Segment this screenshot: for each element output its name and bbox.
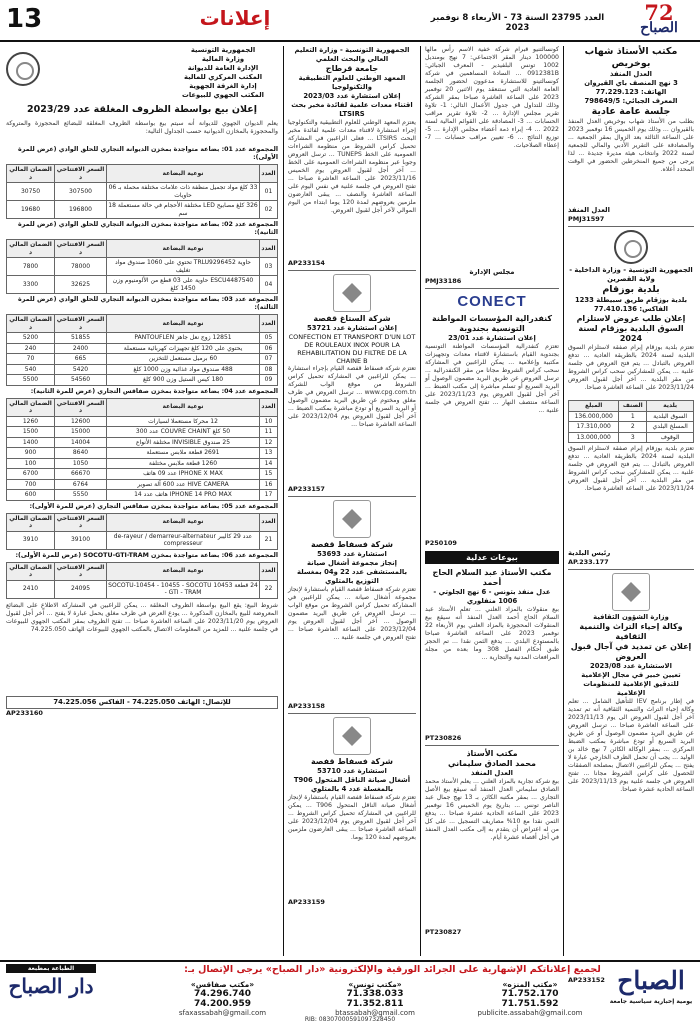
table-cell: 50 كلغ COUVRE CHAINT عدد 300 [107, 427, 260, 438]
customs-header-text [168, 46, 278, 100]
table-cell: 13 [260, 448, 278, 459]
ad-title: مكتب الأستاذ [466, 749, 518, 758]
ad-title: بلدية بوزقام [602, 284, 660, 295]
ad-separator [288, 270, 416, 271]
table-header: المبلغ [569, 401, 619, 412]
group-heading: المجموعة عدد 03: بضاعة متواجدة بمخزن الديوانة التجاري للحلق الوادي (عرض للمرة الثالثة): [17, 296, 278, 311]
table-row [7, 479, 278, 490]
ad-line: الاستشارة عدد 2023/08 [590, 662, 672, 670]
table-cell: 11 [260, 427, 278, 438]
table-row [7, 458, 278, 469]
table-cell: السوق البلدية [647, 411, 694, 422]
footer-logo-dar-assabah [6, 964, 96, 1024]
logo-tag: الطباعة بمطبعة [6, 964, 96, 973]
column-divider [563, 46, 564, 956]
customs-intro: يعلم الديوان الجهوي للديوانة أنه سيتم بيع بواسطة الظروف المغلقة للبضائع المحجوزة والمتروكة والمحجوزة بالمخازن الديوانية حسب الجداول التالية: [6, 120, 278, 135]
table-header: الصنف [619, 401, 647, 412]
ad-body: تعتزم شركة فسفاط قفصة القيام باستشارة لإنجاز أشغال صيانة الناقل المتحول T906 ... يمكن للراغبين في المشاركة تحميل كراس الشروط ... آخر أجل لقبول العروض يوم 2023/12/04 على الساعة العاشرة صباحا ... يبقى العارضون ملزمين بعروضهم لمدة 120 يوما. [288, 794, 417, 841]
ad-ref: PT230827 [425, 928, 462, 936]
header-line: الجمهورية التونسية [190, 46, 256, 54]
group-heading: المجموعة عدد 01: بضاعة متواجدة بمخزن الديوانة التجاري للحلق الوادي (عرض للمرة الأولى): [17, 146, 278, 161]
office-name: «مكتب تونس» [348, 980, 402, 989]
table-cell: 05 [260, 333, 278, 344]
conect-logo-text: CONECT [457, 293, 527, 310]
table-header: السعر الافتتاحي د [55, 513, 107, 531]
lots-table-g3 [6, 314, 278, 386]
table-header: العدد [260, 240, 278, 258]
masthead-name: الصباح [640, 20, 678, 36]
ad-title: مكتب الأستاذ شهاب بوخريص [584, 46, 678, 69]
office-phone: 74.200.959 [194, 999, 251, 1009]
ad-header: الجمهورية التونسية - وزارة الداخلية - ولاية القصرين [569, 266, 693, 283]
table-cell: 25 صندوق INVISIBLE مختلفة الأنواع [107, 437, 260, 448]
table-cell: 3 [619, 432, 647, 443]
table-cell: 14004 [55, 437, 107, 448]
table-cell: 13.000,000 [569, 432, 619, 443]
table-cell: 08 [260, 364, 278, 375]
table-cell: 1260 قطعة ملابس مختلفة [107, 458, 260, 469]
header-line: المكتب الجهوي للبيوعات [181, 91, 264, 99]
table-cell: يحتوي على 120 كلغ تجهيزات كهربائية مستعملة [107, 343, 260, 354]
table-cell: 12600 [55, 416, 107, 427]
ad-subtitle: استشارة عدد 53710 [317, 767, 387, 775]
office-phone: 74.296.740 [194, 989, 251, 999]
table-row [7, 427, 278, 438]
table-cell: 2400 [55, 343, 107, 354]
office-phone: 71.752.170 [501, 989, 559, 999]
table-cell: 21 [260, 531, 278, 549]
office-phone: 71.352.811 [346, 999, 404, 1009]
table-cell: IPHONE X MAX عدد 09 هاتف [107, 469, 260, 480]
table-cell: 1050 [55, 458, 107, 469]
header-line: وزارة المالية [201, 55, 245, 63]
table-cell: 240 [7, 343, 55, 354]
column-4 [6, 46, 278, 956]
masthead-logo [624, 0, 694, 37]
table-cell: 5500 [7, 375, 55, 386]
table-cell: الوقوف [647, 432, 694, 443]
table-row [7, 343, 278, 354]
table-cell: 51855 [55, 333, 107, 344]
table-cell: 7800 [7, 258, 55, 276]
column-divider [420, 46, 421, 956]
table-row [7, 375, 278, 386]
table-cell: 540 [7, 364, 55, 375]
ad-title: شركة فسفاط قفصة [310, 540, 394, 549]
table-cell: 39100 [55, 531, 107, 549]
office-phone: 71.751.592 [501, 999, 559, 1009]
table-cell: 07 [260, 354, 278, 365]
table-header: العدد [260, 165, 278, 183]
issue-line: العدد 23795 السنة 73 - الأربعاء 8 نوفمبر 2023 [430, 13, 605, 33]
lots-table-g5 [6, 513, 278, 550]
table-row [7, 580, 278, 598]
ad-line: بلدية بوزقام طريق سبيطلة 1233 [574, 296, 688, 304]
table-header: السعر الافتتاحي د [55, 398, 107, 416]
ad-ref: AP233160 [6, 708, 43, 717]
ad-body: بيع منقولات بالمزاد العلني ... تعلم الأستاذ عبد السلام الحاج أحمد العدل المنفذ أنه سيقع بيع المنقولات المحجوزة بالمزاد العلني يوم الأربعاء 22 نوفمبر 2023 على الساعة العاشرة صباحا بالمستودع البلدي ... يدفع الثمن نقدا ... تم الحجز طبق أحكام الفصل 308 وما بعده من مجلة المرافعات المدنية والتجارية ... [425, 606, 559, 661]
table-row [7, 416, 278, 427]
group-heading: المجموعة عدد 04: بضاعة متواجدة بمخزن صفاقس التجاري (عرض للمرة الثانية): [30, 387, 278, 395]
lots-table-g2 [6, 239, 278, 294]
table-header: الضمان المالي د [7, 398, 55, 416]
footer-band: لجميع إعلاناتكم الإشهارية على الجرائد الورقية والإلكترونية «دار الصباح» يرجى الإتصال بـ: [184, 964, 601, 975]
table-cell: 6700 [7, 469, 55, 480]
table-row [7, 333, 278, 344]
ad-separator [425, 745, 559, 746]
ad-subtitle: اقتناء معدات علمية لفائدة مخبر بحث LTSIRS [291, 101, 413, 118]
table-cell: 600 [7, 490, 55, 501]
cpg-logo-icon [333, 274, 371, 312]
table-header: السعر الافتتاحي د [55, 240, 107, 258]
table-cell: 1260 [7, 416, 55, 427]
table-cell: عدد 29 كاليبر de-rayeur / demarreur-alternateur compresseur [107, 531, 260, 549]
table-cell: 15 [260, 469, 278, 480]
table-cell: 02 [260, 201, 278, 219]
footer-rib: RIB: 08307000591097328450 [304, 1016, 396, 1023]
table-cell: 24095 [55, 580, 107, 598]
table-cell: 06 [260, 343, 278, 354]
customs-header [6, 46, 278, 100]
cpg-logo-icon [333, 717, 371, 755]
ad-subtitle: إعلان طلب عروض لاستلزام السوق البلدية بوزقام لسنة 2024 [576, 314, 686, 343]
table-cell: 09 [260, 375, 278, 386]
table-cell: 3300 [7, 276, 55, 294]
ad-body: تعتزم شركة فسفاط قفصة القيام بإجراء استشارة ... يمكن للراغبين في المشاركة تحميل كراس الشروط من موقع الواب للشركة www.cpg.com.tn ... ترسل العروض في ظرف مغلق ومختوم عن طريق البريد مضمون الوصول أو البريد السريع أو تودع مباشرة بمكتب الضبط ... آخر أجل لقبول العروض يوم 2023/12/04 على الساعة العاشرة صباحا ... [288, 365, 416, 428]
table-cell: ESCU4487540 حاوية على 03 قطع من الألومنيوم وزن 1450 كلغ [107, 276, 260, 294]
office-email[interactable]: btassabah@gmail.com [335, 1009, 415, 1017]
conect-logo [425, 293, 559, 310]
culture-ministry-logo-icon [612, 573, 650, 611]
table-cell: 15000 [55, 427, 107, 438]
masthead-number: 72 [644, 0, 674, 25]
ad-ref: PMJ33186 [425, 277, 462, 285]
table-cell: حاوية TRLU9296452 تحتوي على 1060 صندوق مواد تغليف [107, 258, 260, 276]
office-email[interactable]: publicite.assabah@gmail.com [477, 1009, 583, 1017]
table-cell: 19680 [7, 201, 55, 219]
table-cell: 180 كيس الستيل وزن 900 كلغ [107, 375, 260, 386]
table-cell: 66670 [55, 469, 107, 480]
table-row [7, 183, 278, 201]
table-cell: 32625 [55, 276, 107, 294]
table-cell: 60 برميل مستعمل للتخزين [107, 354, 260, 365]
table-header: الضمان المالي د [7, 165, 55, 183]
ad-table [568, 400, 694, 443]
table-cell: 33 كلغ مواد تجميل منظفة ذات علامات مختلفة محملة بـ 06 حاويات [107, 183, 260, 201]
column-2 [425, 46, 559, 956]
ad-line: الفاكس: 77.410.136 [594, 305, 668, 313]
republic-seal-icon [614, 230, 648, 264]
customs-ad-title: إعلان بيع بواسطة الظروف المغلقة عدد 2023/29 [27, 104, 257, 115]
ad-ref: PMJ31597 [568, 215, 605, 223]
table-header: الضمان المالي د [7, 315, 55, 333]
table-header: الضمان المالي د [7, 513, 55, 531]
table-cell: 1400 [7, 437, 55, 448]
ad-signature: مجلس الإدارة [469, 268, 515, 276]
ad-ref: AP233158 [288, 702, 325, 710]
customs-seal-icon [6, 52, 40, 86]
table-cell: 3910 [7, 531, 55, 549]
ad-subtitle: إعلان عن تمديد في آجال قبول العروض [570, 642, 692, 661]
table-header: نوعية البضاعة [107, 165, 260, 183]
ad-title: كنفدرالية المؤسسات المواطنة التونسية بجندوبة [431, 314, 553, 333]
ad-ref: AP233154 [288, 259, 325, 267]
ad-header: وزارة الشؤون الثقافية [593, 613, 669, 621]
table-header: العدد [260, 513, 278, 531]
ad-line: المعرف الجبائي: 798649/5 [584, 97, 678, 105]
table-cell: 5550 [55, 490, 107, 501]
ad-line: الهاتف: 77.229.123 [595, 88, 667, 96]
ad-subtitle: إنجاز مجموعة أشغال صيانة بالمستشفى عدد 22 و04 بمغسلة التوزيع بالمتلوي [296, 559, 408, 585]
header-rule [0, 40, 700, 42]
table-cell: 54560 [55, 375, 107, 386]
table-cell: 665 [55, 354, 107, 365]
office-name: «مكتب صفاقس» [190, 980, 255, 989]
table-cell: 12 [260, 437, 278, 448]
group-heading: المجموعة عدد 06: بضاعة متواجدة بمخزن SOCOTU-GTI-TRAM (عرض للمرة الأولى): [15, 551, 278, 559]
ad-subtitle-fr: CONFECTION ET TRANSPORT D'UN LOT DE ROULEAUX INOX POUR LA REHABILITATION DU FILTRE DE LA CHAINE B [288, 333, 416, 365]
table-cell: 8640 [55, 448, 107, 459]
ad-subtitle: عدل منفذ بتونس - 6 نهج الجلوتي - 1006 منفلوري [433, 588, 551, 605]
table-header: السعر الافتتاحي د [55, 562, 107, 580]
table-cell: 488 صندوق مواد غذائية وزن 1000 كلغ [107, 364, 260, 375]
table-header: العدد [260, 315, 278, 333]
office-phone: 71.338.033 [346, 989, 404, 999]
table-cell: 1500 [7, 427, 55, 438]
table-header: نوعية البضاعة [107, 398, 260, 416]
table-cell: 70 [7, 354, 55, 365]
table-cell: 03 [260, 258, 278, 276]
ad-ref: AP233152 [568, 976, 605, 984]
table-row [7, 201, 278, 219]
table-cell: 22 [260, 580, 278, 598]
ad-separator [568, 569, 694, 570]
header-line: المكتب المركزي للمالية [183, 73, 263, 81]
table-row [7, 437, 278, 448]
logo-name: الصباح [617, 966, 685, 995]
table-cell: 5420 [55, 364, 107, 375]
ad-title: شركة فسفاط قفصة [310, 757, 394, 766]
table-header: العدد [260, 562, 278, 580]
ad-title: مكتب الأستاذ عبد السلام الحاج أحمد [432, 568, 552, 587]
table-header: العدد [260, 398, 278, 416]
ad-subtitle: إعلان استشارة عدد 23/01 [448, 334, 536, 342]
footer-logo-assabah [608, 964, 694, 1024]
ad-line: 3 نهج المنصف باي القيروان [584, 79, 678, 87]
ad-ref: AP233159 [288, 898, 325, 906]
table-row [7, 490, 278, 501]
ad-ref: AP233157 [288, 485, 325, 493]
table-row [7, 276, 278, 294]
table-cell: 1 [619, 411, 647, 422]
ad-line: العدل المنفذ [471, 769, 513, 777]
ad-subtitle: إعلان استشارة عدد 2023/03 [303, 92, 401, 100]
column-3 [288, 46, 416, 956]
ad-ref: AP.233.177 [568, 558, 609, 566]
table-cell: 10 [260, 416, 278, 427]
header-line: الإدارة العامة للديوانة [187, 64, 259, 72]
table-cell: 30750 [7, 183, 55, 201]
table-cell: المسلخ البلدي [647, 422, 694, 433]
table-row [7, 354, 278, 365]
ad-title: شركة الستاغ قفصة [313, 314, 391, 323]
ad-subtitle: جلسة عامة عادية [591, 106, 671, 117]
ad-title: وكالة إحياء التراث والتنمية الثقافية [579, 622, 683, 641]
logo-name: دار الصباح [8, 974, 94, 998]
table-cell: 5200 [7, 333, 55, 344]
table-row [7, 448, 278, 459]
table-cell: 14 [260, 458, 278, 469]
ad-header: الجمهورية التونسية - وزارة التعليم العالي والبحث العلمي [294, 46, 410, 63]
ad-separator [288, 496, 416, 497]
office-email[interactable]: sfaxassabah@gmail.com [178, 1009, 267, 1017]
table-header: نوعية البضاعة [107, 562, 260, 580]
table-cell: IPHONE 14 PRO MAX هاتف عدد 14 [107, 490, 260, 501]
ad-body: في إطار برنامج IEV للتأهيل الشامل ... تعلم وكالة إحياء التراث والتنمية الثقافية أنه تم تمديد آخر أجل لقبول العروض الى يوم 2023/11/13 على الساعة العاشرة صباحا ... ترسل العروض عن طريق البريد مضمون الوصول أو عن طريق البريد السريع أو تودع مباشرة بمكتب الضبط المركزي ... بمقر الوكالة الكائن 7 نهج خالد بن الوليد ... يجب أن تحمل الظرف الخارجي عبارة لا يفتح ... يمكن للراغبين الاتصال بمصلحة الصفقات للحصول على كراس الشروط مجانا ... تفتح العروض في جلسة علنية يوم 2023/11/13 على الساعة الحادية عشرة صباحا. [568, 698, 694, 793]
table-header: الضمان المالي د [7, 240, 55, 258]
customs-conditions: شروط البيع: يقع البيع بواسطة الظروف المغلقة ... يمكن للراغبين في المشاركة الاطلاع على البضائع المعروضة للبيع بالمخازن المذكورة ... يودع العرض في ظرف مغلق يحمل عبارة لا يفتح ... آخر أجل لقبول العروض يوم 2023/11/20 على الساعة العاشرة صباحا ... تفتح الظروف بمقر المكتب الجهوي للبيوعات في جلسة علنية ... للمزيد من المعلومات الاتصال بالمكتب الجهوي للبيوعات الهاتف 74.225.050 [6, 601, 278, 633]
table-cell: 17.310,000 [569, 422, 619, 433]
table-cell: 12 محركا مستعملا لسيارات [107, 416, 260, 427]
table-cell: 17 [260, 490, 278, 501]
header-line: إدارة الغرفة الجهوية [189, 82, 257, 90]
ad-separator [568, 226, 694, 227]
section-band: بيوعات عدلية [425, 551, 559, 564]
table-header: نوعية البضاعة [107, 240, 260, 258]
page-number: 13 [6, 4, 43, 34]
ad-line: تعيين خبير في مجال الإعلامية للتدقيق الإعلامية للمنظومات الإعلامية [581, 671, 681, 697]
table-row [7, 258, 278, 276]
table-header: السعر الافتتاحي د [55, 315, 107, 333]
table-row [7, 364, 278, 375]
table-cell: 78000 [55, 258, 107, 276]
ad-body: تعتزم كنفدرالية المؤسسات المواطنة التونسية بجندوبة القيام باستشارة لاقتناء معدات وتجهيزات مكتبية وإعلامية ... يمكن للراغبين في المشاركة سحب كراس الشروط مجانا من مقر الكنفدرالية ... ترسل العروض عن طريق البريد مضمون الوصول أو البريد السريع أو تسلم مباشرة إلى مكتب الضبط ... آخر أجل لقبول العروض يوم 2023/11/23 على الساعة منتصف النهار ... تفتح العروض في جلسة علنية ... [425, 343, 559, 414]
ad-subtitle: إعلان استشارة عدد 53721 [307, 324, 397, 332]
table-cell: 2691 قطعة ملابس مستعملة [107, 448, 260, 459]
table-cell: 6764 [55, 479, 107, 490]
table-cell: 24 قطعة SOCOTU-10454 - 10455 - SOCOTU 10453 - GTI - TRAM [108, 581, 258, 596]
ad-subtitle: استشارة عدد 53693 [317, 550, 387, 558]
ad-body: كونسالتنيو قبرام شركة خفية الاسم رأس مالها 100000 دينار المقر الاجتماعي: 7 نهج بومنديل 1002 تونس البلفيدير - المعرف الجبائي: 0912381B ... السادة المساهمين في شركة كونسالتينو للاستشارة مدعوون لحضور الجلسة العامة العادية التي ستنعقد يوم الاثنين 20 نوفمبر 2023 على الساعة العاشرة صباحا بمقر الشركة وذلك للتداول في جدول الأعمال التالي: 1- تلاوة تقرير مجلس الإدارة ... 2- تلاوة تقرير مراقب الحسابات ... 3- المصادقة على القوائم المالية لسنة 2022 ... 4- إبراء ذمة أعضاء مجلس الإدارة ... 5- توزيع النتائج ... 6- تعيين مراقب حسابات ... 7- إعطاء الصلاحيات. [425, 46, 560, 149]
ad-line: العدل المنفذ [610, 70, 652, 78]
ad-subtitle: محمد الصادق سليماني [447, 759, 537, 768]
ad-body: بطلب من الأستاذ شهاب بوخريص العدل المنفذ بالقيروان ... وذلك يوم الخميس 16 نوفمبر 2023 على الساعة الثالثة بعد الزوال بمقر الجمعية ... والمصادقة على التقرير الأدبي والمالي للجمعية لسنة 2022 وانتخاب هيئة مديرة جديدة ... لذا يرجى من جميع المنخرطين الحضور في الوقت المحدد أعلاه. [568, 118, 695, 173]
logo-tag: يومية إخبارية سياسية جامعة [609, 998, 693, 1005]
table-cell: 196800 [55, 201, 107, 219]
ad-body: بيع شركة تجارية بالمزاد العلني ... يعلم الأستاذ محمد الصادق سليماني العدل المنفذ أنه سيقع بيع الأصل التجاري ... بمقر مكتبه الكائن بـ 13 نهج جمال عبد الناصر تونس ... بتاريخ يوم الخميس 16 نوفمبر 2023 على الساعة الحادية عشرة صباحا ... يدفع الثمن نقدا مع 10% مصاريف التسجيل ... على كل من له اعتراض أن يتقدم به إلى مكتب العدل المنفذ في أجل أقصاه عشرة أيام. [425, 778, 559, 841]
ad-ref: P250109 [425, 539, 457, 547]
table-header: نوعية البضاعة [107, 315, 260, 333]
table-row [7, 531, 278, 549]
table-cell: 900 [7, 448, 55, 459]
cpg-logo-icon [333, 500, 371, 538]
table-cell: 136.000,000 [569, 411, 619, 422]
table-cell: 307500 [55, 183, 107, 201]
table-header: نوعية البضاعة [107, 513, 260, 531]
lots-table-g4 [6, 398, 278, 501]
table-cell: 2 [619, 422, 647, 433]
ad-body: يعتزم المعهد الوطني للعلوم التطبيقية والتكنولوجيا إجراء استشارة لاقتناء معدات علمية لفائدة مخبر البحث LTSIRS ... فعلى الراغبين في المشاركة تحميل كراس الشروط من منظومة الشراءات العمومية على الخط TUNEPS ... ترسل العروض وجوبا عبر منظومة الشراءات العمومية على الخط ... آخر أجل لقبول العروض يوم الخميس 2023/11/16 على الساعة العاشرة صباحا ... تفتح العروض في جلسة علنية في نفس اليوم على الساعة العاشرة والنصف ... يبقى العارضون ملزمين بعروضهم لمدة 120 يوما ابتداء من اليوم الموالي لآخر أجل لقبول العروض. [288, 119, 416, 214]
table-cell: 2410 [7, 580, 55, 598]
table-cell: 12851 زوج نعل جاهز PANTOUFLEN [107, 333, 260, 344]
table-cell: HIVE CAMERA عدد 600 آلة تصوير [107, 479, 260, 490]
customs-contact: للإتصال: الهاتف 74.225.050 - الفاكس 74.225.056 [6, 696, 278, 709]
table-row [7, 469, 278, 480]
group-heading: المجموعة عدد 02: بضاعة متواجدة بمخزن الديوانة التجاري للحلق الوادي (عرض للمرة الثانية): [17, 221, 278, 236]
ad-separator [425, 288, 559, 289]
table-cell: 700 [7, 479, 55, 490]
group-heading: المجموعة عدد 05: بضاعة متواجدة بمخزن صفاقس التجاري (عرض للمرة الأولى): [29, 502, 278, 510]
table-cell: 04 [260, 276, 278, 294]
table-cell: 100 [7, 458, 55, 469]
lots-table-g6 [6, 562, 278, 599]
table-cell: 326 كلغ مصابيح LED مختلفة الأحجام في حالة مستعملة 18 سم [108, 202, 258, 217]
ad-signature: رئيس البلدية [568, 549, 611, 557]
ad-signature: العدل المنفذ [568, 206, 610, 214]
ad-subtitle: أشغال صيانة الناقل المتحول T906 بالمغسلة عدد 4 بالمتلوي [293, 776, 411, 793]
section-title: إعلانات [199, 6, 271, 30]
ad-title: جامعة قرطاج [325, 64, 379, 73]
lots-table-g1 [6, 164, 278, 219]
column-divider [283, 46, 284, 956]
ad-separator [288, 713, 416, 714]
ad-body: تعتزم بلدية بوزقام إبرام صفقة لاستلزام السوق البلدية لسنة 2024 بالطريقة العادية ... تدفع العروض بالتبادل ... يتم فتح العروض في جلسة علنية ... يمكن للمشاركين سحب كراس الشروط من مقر البلدية ... آخر أجل لقبول العروض 2023/11/24 على الساعة العاشرة صباحا. [568, 344, 694, 391]
table-header: الضمان المالي د [7, 562, 55, 580]
table-header: بلدية [647, 401, 694, 412]
table-header: السعر الافتتاحي د [55, 165, 107, 183]
office-name: «مكتب المنزه» [502, 980, 558, 989]
ad-body: تعتزم بلدية بوزقام إبرام صفقة لاستلزام السوق البلدية لسنة 2024 بالطريقة العادية ... تدفع العروض بالتبادل ... يتم فتح العروض في جلسة علنية ... يمكن للمشاركين سحب كراس الشروط من مقر البلدية ... آخر أجل لقبول العروض 2023/11/24 على الساعة العاشرة صباحا. [568, 445, 694, 492]
ad-body: تعتزم شركة فسفاط قفصة القيام باستشارة لإنجاز مجموعة أشغال صيانة ... يمكن للراغبين في المشاركة تحميل كراس الشروط من موقع الواب ... ترسل العروض عن طريق البريد مضمون الوصول ... آخر أجل لقبول العروض يوم 2023/12/04 على الساعة العاشرة صباحا ... تفتح العروض في جلسة علنية ... [288, 586, 416, 641]
table-cell: 01 [260, 183, 278, 201]
ad-subtitle: المعهد الوطني للعلوم التطبيقية والتكنولوجيا [298, 74, 406, 91]
table-cell: 16 [260, 479, 278, 490]
ad-ref: PT230826 [425, 734, 462, 742]
